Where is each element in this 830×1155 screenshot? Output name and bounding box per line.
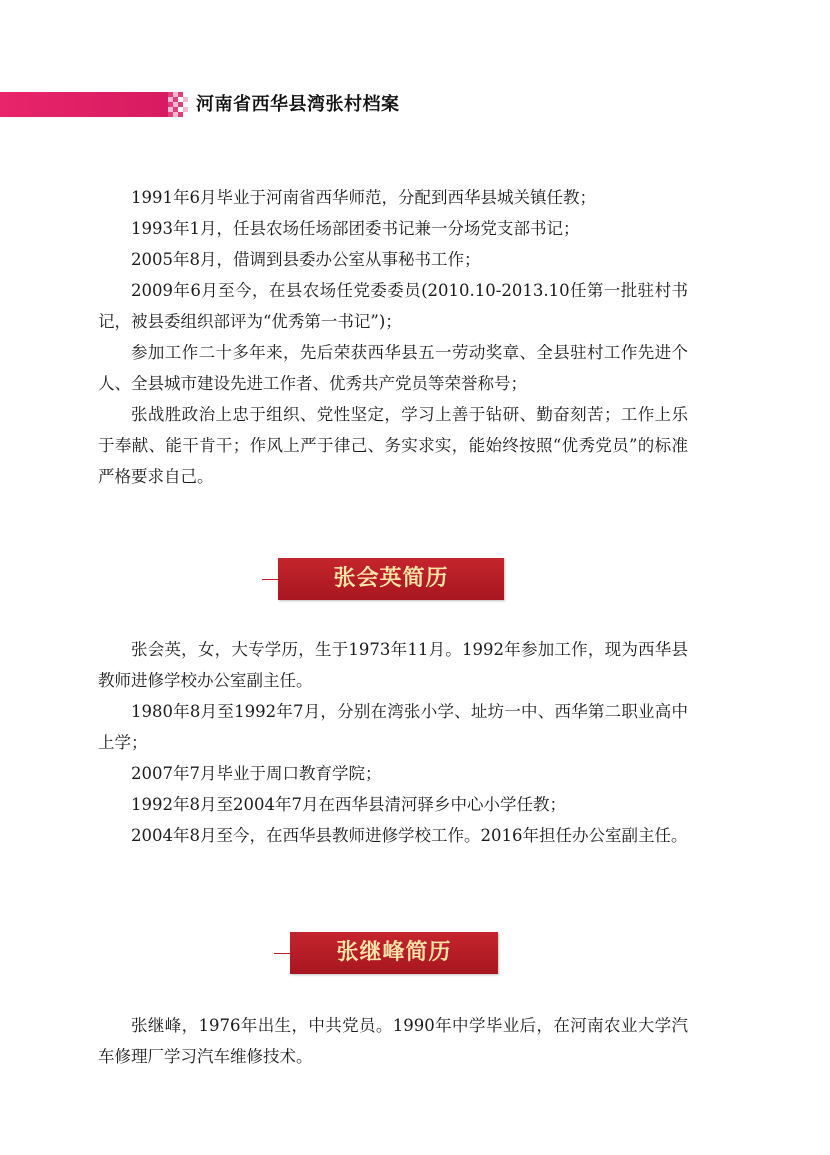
- header-accent-bar: [0, 92, 168, 117]
- section-banner-zhang-jifeng: [0, 930, 830, 976]
- paragraph: 张继峰，1976年出生，中共党员。1990年中学毕业后，在河南农业大学汽车修理厂学习汽车维修技术。: [98, 1016, 688, 1066]
- banner-rule: [262, 579, 278, 580]
- paragraph: 2009年6月至今，在县农场任党委委员(2010.10-2013.10任第一批驻村书记，被县委组织部评为“优秀第一书记”)；: [98, 281, 688, 331]
- banner-rule: [274, 953, 290, 954]
- paragraph: 2007年7月毕业于周口教育学院；: [131, 764, 382, 783]
- paragraph: 参加工作二十多年来，先后荣获西华县五一劳动奖章、全县驻村工作先进个人、全县城市建设先进工作者、优秀共产党员等荣誉称号；: [98, 343, 688, 393]
- page-header-title: 河南省西华县湾张村档案: [196, 94, 400, 115]
- paragraph: 2004年8月至今，在西华县教师进修学校工作。2016年担任办公室副主任。: [131, 826, 688, 845]
- bio-section-zhang-jifeng: [98, 1010, 688, 1072]
- paragraph: 2005年8月，借调到县委办公室从事秘书工作；: [131, 250, 481, 269]
- header-checker-decoration: [168, 92, 188, 117]
- paragraph: 张会英，女，大专学历，生于1973年11月。1992年参加工作，现为西华县教师进修学校办公室副主任。: [98, 640, 688, 690]
- paragraph: 1992年8月至2004年7月在西华县清河驿乡中心小学任教；: [131, 795, 566, 814]
- bio-section-zhang-huiying: [98, 634, 688, 851]
- section-title: 张继峰简历: [290, 932, 498, 974]
- paragraph: 1993年1月，任县农场任场部团委书记兼一分场党支部书记；: [131, 219, 580, 238]
- paragraph: 张战胜政治上忠于组织、党性坚定，学习上善于钻研、勤奋刻苦；工作上乐于奉献、能干肯干；作风上严于律己、务实求实，能始终按照“优秀党员”的标准严格要求自己。: [98, 405, 688, 486]
- section-title: 张会英简历: [278, 558, 504, 600]
- paragraph: 1980年8月至1992年7月，分别在湾张小学、址坊一中、西华第二职业高中上学；: [98, 702, 688, 752]
- bio-section-zhang-zhansheng: [98, 182, 688, 492]
- paragraph: 1991年6月毕业于河南省西华师范，分配到西华县城关镇任教；: [131, 188, 596, 207]
- section-banner-zhang-huiying: [0, 556, 830, 602]
